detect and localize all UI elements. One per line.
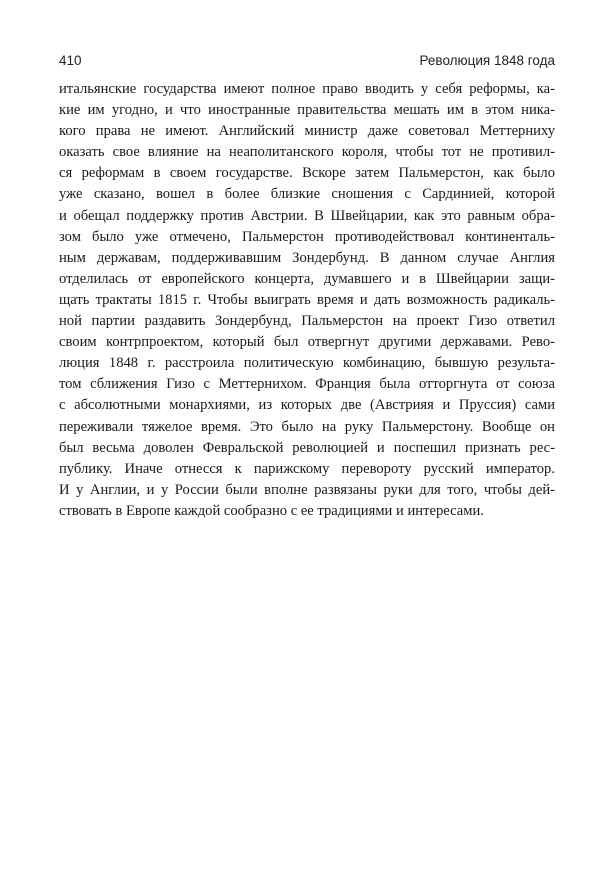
text-line: отделилась от европейского концерта, думавшего и в Швейцарии защи- bbox=[59, 270, 555, 287]
text-line: ным державам, поддерживавшим Зондербунд. В данном случае Англия bbox=[59, 249, 555, 266]
text-line: своим контрпроектом, который был отвергнут другими державами. Рево- bbox=[59, 334, 555, 351]
text-line: итальянские государства имеют полное право вводить у себя реформы, ка- bbox=[59, 81, 555, 97]
text-line: ствовать в Европе каждой сообразно с ее традициями и интересами. bbox=[59, 502, 484, 519]
text-line: был весьма доволен Февральской революцией и поспешил признать рес- bbox=[59, 439, 555, 456]
text-line: ной партии раздавить Зондербунд, Пальмерстон на проект Гизо ответил bbox=[59, 313, 555, 330]
text-line: зом было уже отмечено, Пальмерстон противодействовал континенталь- bbox=[59, 228, 555, 245]
running-title: Революция 1848 года bbox=[419, 53, 555, 68]
text-line: ся реформам в своем государстве. Вскоре затем Пальмерстон, как было bbox=[59, 165, 555, 182]
running-head bbox=[59, 53, 555, 73]
text-line: кого права не имеют. Английский министр даже советовал Меттерниху bbox=[59, 123, 555, 140]
text-line: уже сказано, вошел в более близкие сношения с Сардинией, которой bbox=[59, 186, 555, 203]
text-line: с абсолютными монархиями, из которых две (Австрияя и Пруссия) сами bbox=[59, 397, 555, 414]
page-number: 410 bbox=[59, 53, 82, 68]
text-line: оказать свое влияние на неаполитанского короля, чтобы тот не противил- bbox=[59, 144, 555, 161]
text-line: щать трактаты 1815 г. Чтобы выиграть время и дать возможность радикаль- bbox=[59, 291, 555, 308]
text-line: публику. Иначе отнесся к парижскому перевороту русский император. bbox=[59, 460, 555, 477]
text-line: переживали тяжелое время. Это было на руку Пальмерстону. Вообще он bbox=[59, 418, 555, 435]
body-text bbox=[59, 79, 555, 522]
text-line: И у Англии, и у России были вполне развязаны руки для того, чтобы дей- bbox=[59, 481, 555, 498]
text-line: и обещал поддержку против Австрии. В Швейцарии, как это равным обра- bbox=[59, 207, 555, 224]
text-line: кие им угодно, и что иностранные правительства мешать им в этом ника- bbox=[59, 102, 555, 119]
text-line: том сближения Гизо с Меттернихом. Франция была отторгнута от союза bbox=[59, 376, 555, 393]
text-line: люция 1848 г. расстроила политическую комбинацию, бывшую результа- bbox=[59, 355, 555, 372]
